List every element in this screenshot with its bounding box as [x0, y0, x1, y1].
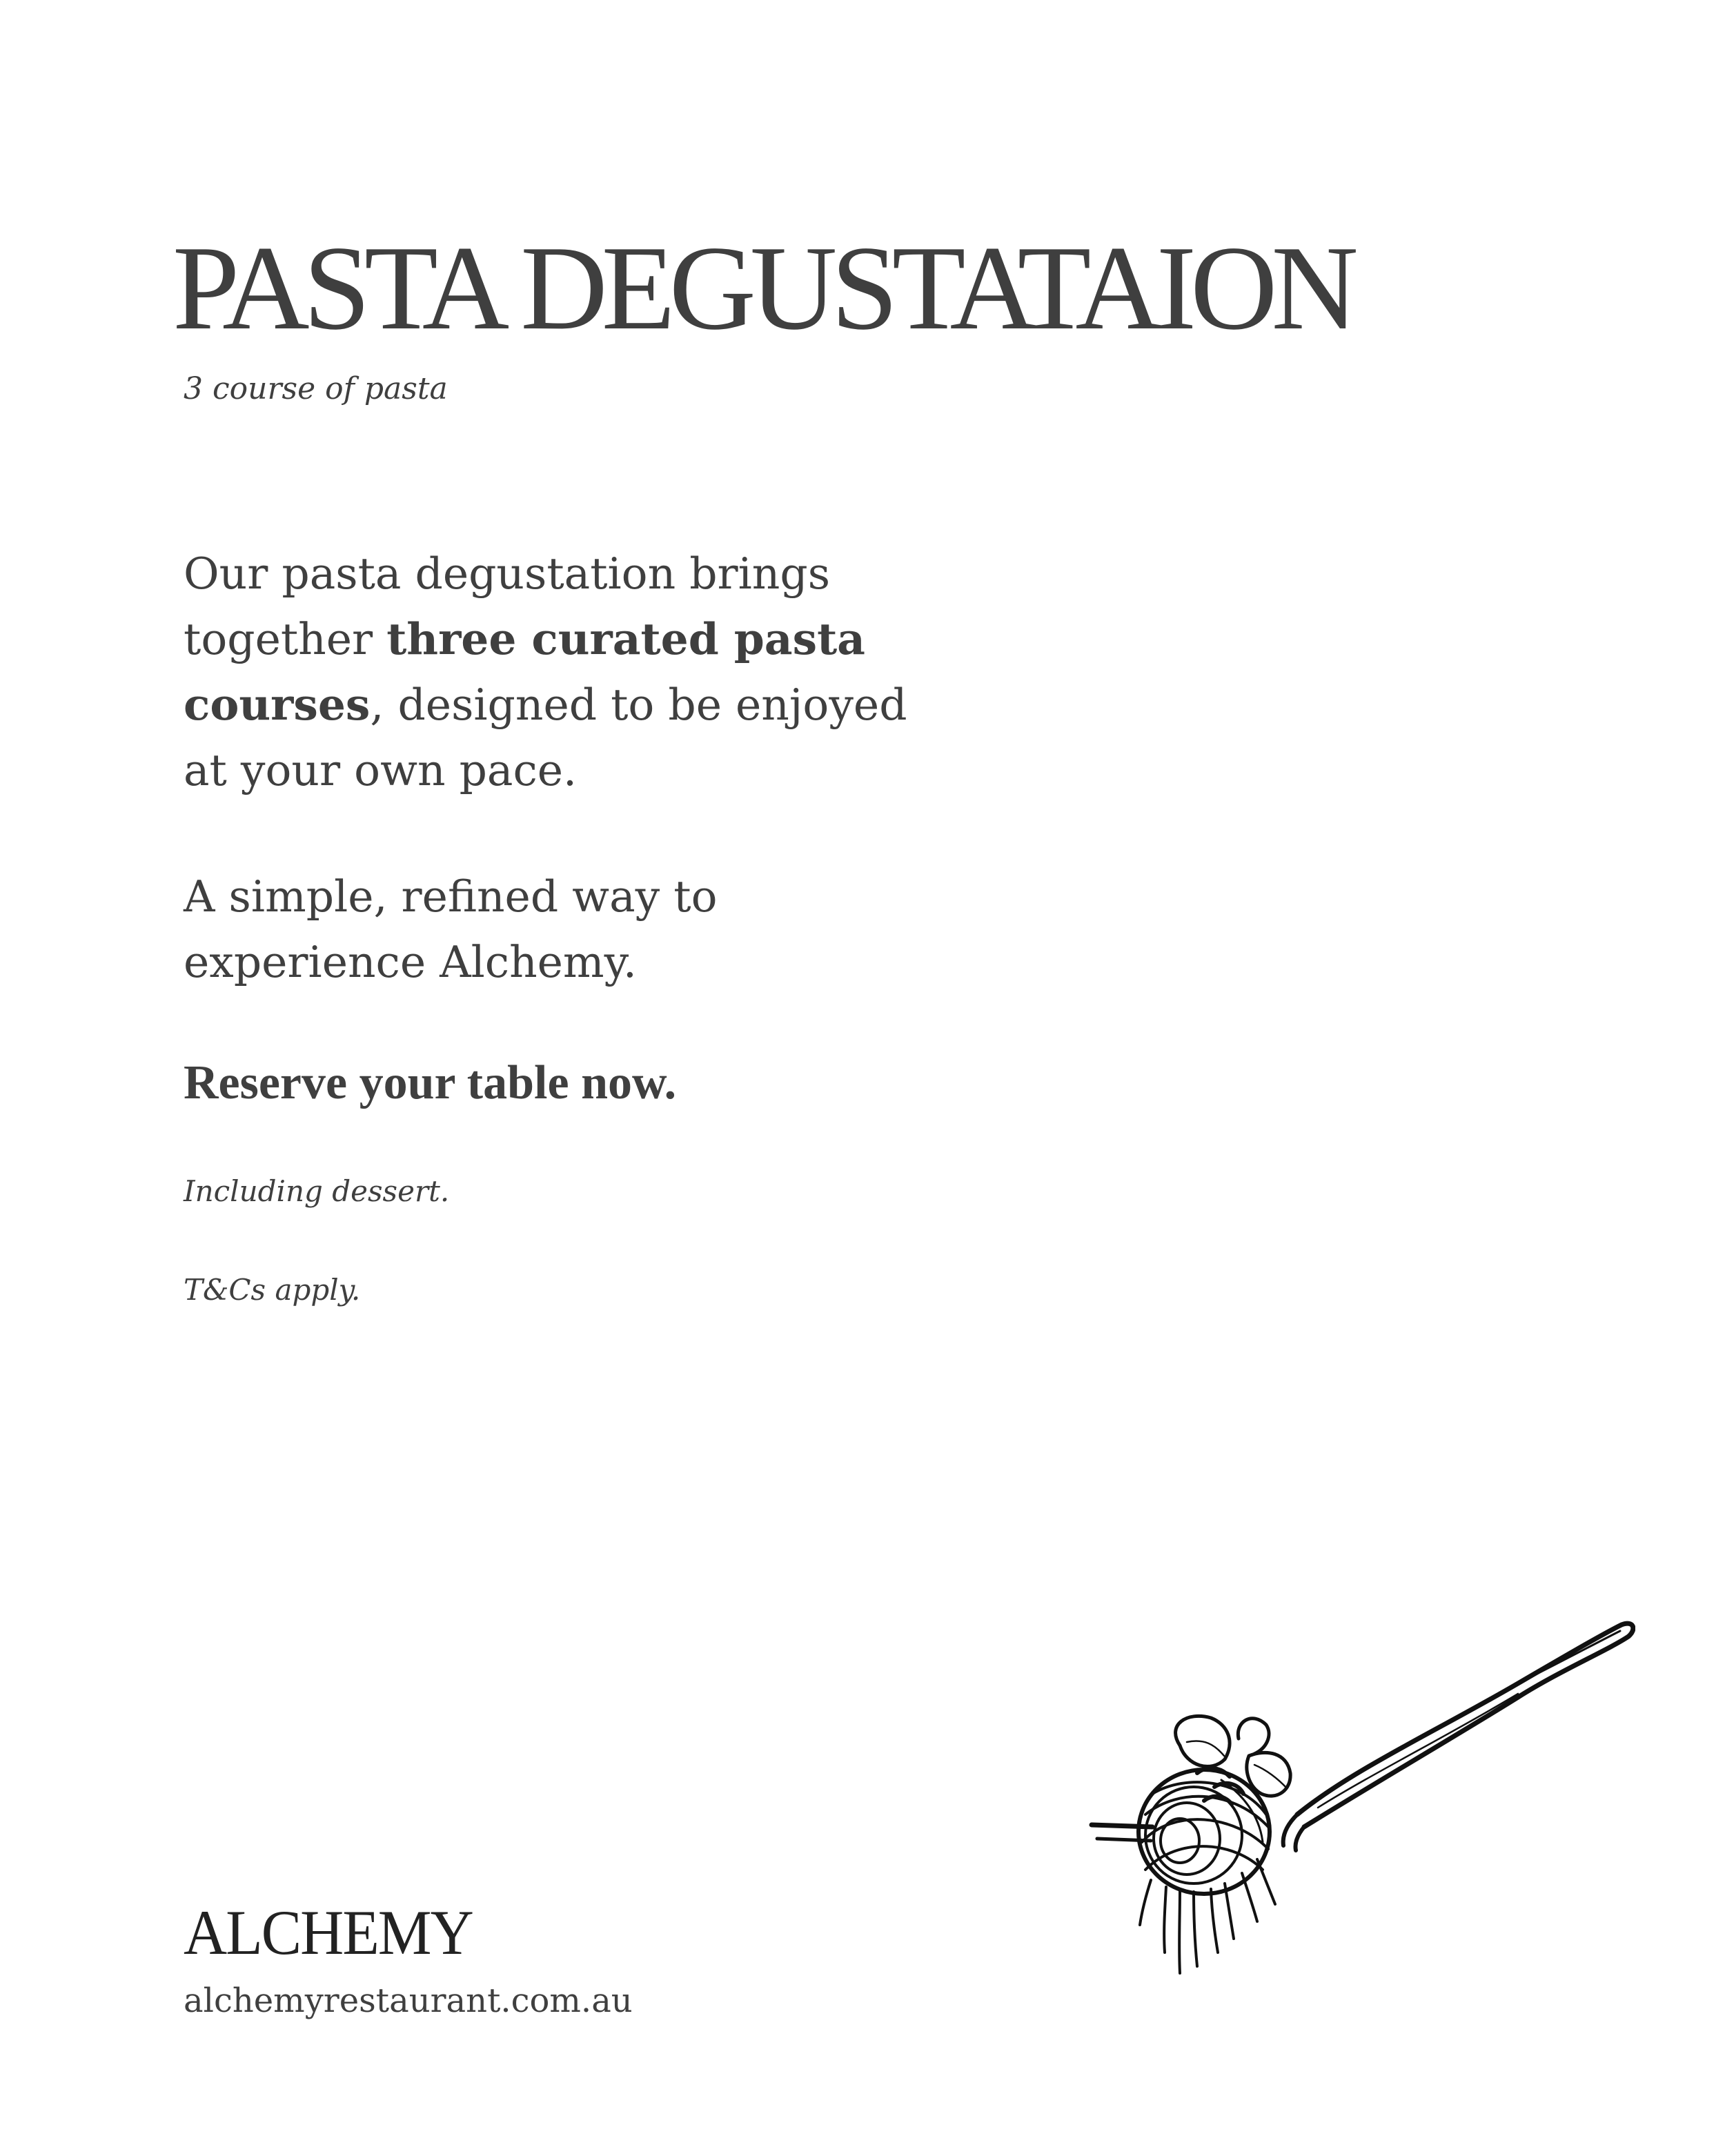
intro-paragraph: [184, 541, 943, 803]
intro-highlight: three curated pasta courses: [184, 613, 865, 730]
page-title: PASTA DEGUSTATAION: [172, 221, 1352, 355]
reserve-call-to-action: Reserve your table now.: [184, 1056, 677, 1109]
dessert-note: Including dessert.: [184, 1174, 450, 1208]
page-subtitle: 3 course of pasta: [184, 371, 448, 406]
intro-text-start: Our pasta degustation brings together: [184, 548, 831, 664]
brand-logo: ALCHEMY: [184, 1897, 473, 1968]
secondary-paragraph: A simple, refined way to experience Alchemy.: [184, 871, 718, 987]
intro-text-end: , designed to be enjoyed at your own pace.: [184, 680, 907, 795]
terms-note: T&Cs apply.: [184, 1273, 361, 1307]
website-url: alchemyrestaurant.com.au: [184, 1981, 633, 2020]
fork-with-spaghetti-icon: [1076, 1608, 1635, 2008]
